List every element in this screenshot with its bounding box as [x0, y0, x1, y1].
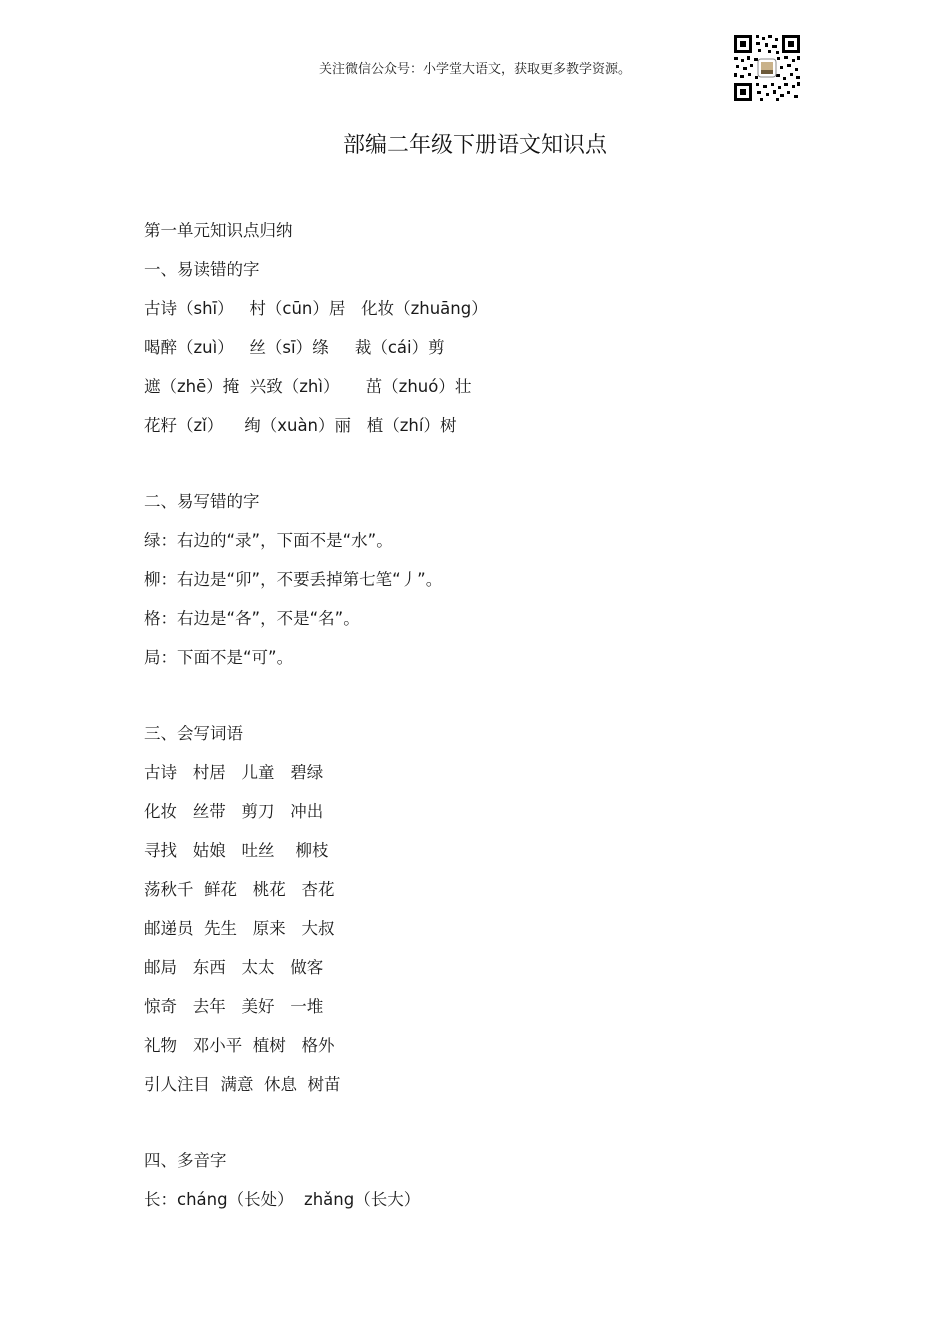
list-item: 荡秋千 鲜花 桃花 杏花 — [144, 880, 335, 899]
list-item: 惊奇 去年 美好 一堆 — [144, 997, 324, 1016]
section-vocabulary — [144, 721, 844, 1111]
list-item: 古诗 村居 儿童 碧绿 — [144, 763, 324, 782]
list-item: 局：下面不是“可”。 — [144, 648, 294, 667]
list-item: 花籽（zǐ） 绚（xuàn）丽 植（zhí）树 — [144, 416, 457, 435]
section-heading: 二、易写错的字 — [144, 492, 260, 511]
section-easy-miswritten — [144, 489, 844, 684]
list-item: 格：右边是“各”，不是“名”。 — [144, 609, 360, 628]
section-polyphonic — [144, 1148, 844, 1226]
document-body — [144, 218, 844, 1226]
list-item: 邮递员 先生 原来 大叔 — [144, 919, 335, 938]
section-heading: 三、会写词语 — [144, 724, 243, 743]
section-heading: 四、多音字 — [144, 1151, 227, 1170]
list-item: 遮（zhē）掩 兴致（zhì） 茁（zhuó）壮 — [144, 377, 472, 396]
section-heading: 一、易读错的字 — [144, 260, 260, 279]
list-item: 喝醉（zuì） 丝（sī）绦 裁（cái）剪 — [144, 338, 445, 357]
list-item: 化妆 丝带 剪刀 冲出 — [144, 802, 324, 821]
page-title: 部编二年级下册语文知识点 — [342, 133, 607, 158]
list-item: 长：cháng（长处） zhǎng（长大） — [144, 1190, 421, 1209]
section-easy-misread — [144, 257, 844, 452]
list-item: 古诗（shī） 村（cūn）居 化妆（zhuāng） — [144, 299, 488, 318]
list-item: 礼物 邓小平 植树 格外 — [144, 1036, 335, 1055]
list-item: 引人注目 满意 休息 树苗 — [144, 1075, 341, 1094]
list-item: 柳：右边是“卯”，不要丢掉第七笔“丿”。 — [144, 570, 443, 589]
list-item: 绿：右边的“录”，下面不是“水”。 — [144, 531, 393, 550]
list-item: 寻找 姑娘 吐丝 柳枝 — [144, 841, 329, 860]
header-notice: 关注微信公众号：小学堂大语文，获取更多教学资源。 — [318, 62, 631, 77]
qr-code-icon — [732, 33, 802, 103]
unit-heading: 第一单元知识点归纳 — [144, 221, 293, 240]
list-item: 邮局 东西 太太 做客 — [144, 958, 324, 977]
